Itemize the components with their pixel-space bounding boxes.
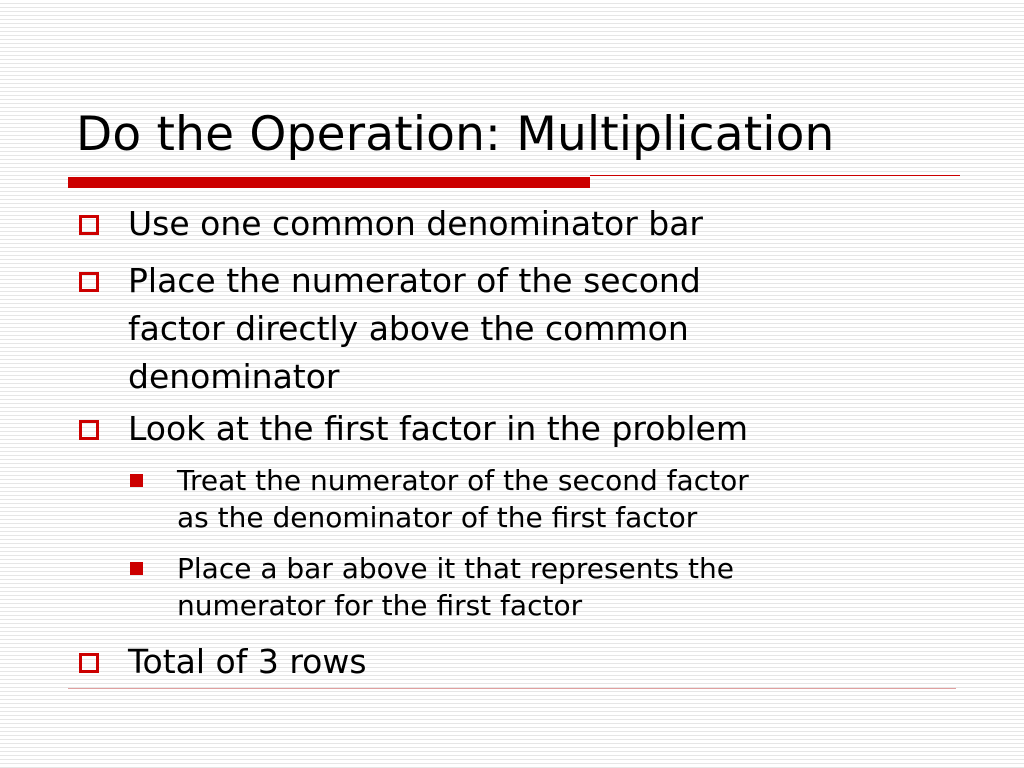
- filled-square-bullet-icon: [130, 474, 143, 487]
- hollow-square-bullet-icon: [79, 215, 99, 235]
- hollow-square-bullet-icon: [79, 420, 99, 440]
- title-underline-thick: [68, 177, 590, 188]
- sub-bullet-text-line: Treat the numerator of the second factor: [177, 464, 749, 497]
- bullet-text-line: Look at the first factor in the problem: [128, 409, 748, 448]
- bullet-text-line: Total of 3 rows: [128, 642, 367, 681]
- sub-bullet-item: [177, 550, 967, 624]
- sub-bullet-item: [177, 462, 967, 536]
- footer-divider: [68, 688, 956, 689]
- hollow-square-bullet-icon: [79, 272, 99, 292]
- bullet-item: [128, 200, 948, 248]
- sub-bullet-text-line: as the denominator of the first factor: [177, 501, 698, 534]
- hollow-square-bullet-icon: [79, 653, 99, 673]
- filled-square-bullet-icon: [130, 562, 143, 575]
- bullet-item: [128, 638, 948, 686]
- sub-bullet-text-line: Place a bar above it that represents the: [177, 552, 734, 585]
- bullet-text-line: Place the numerator of the second: [128, 261, 701, 300]
- bullet-item: [128, 405, 948, 453]
- title-underline-thin: [590, 175, 960, 176]
- bullet-text-line: factor directly above the common: [128, 309, 689, 348]
- sub-bullet-text-line: numerator for the first factor: [177, 589, 583, 622]
- bullet-text-line: Use one common denominator bar: [128, 204, 703, 243]
- bullet-text-line: denominator: [128, 357, 340, 396]
- slide-title: Do the Operation: Multiplication: [76, 107, 835, 162]
- bullet-item: [128, 257, 948, 401]
